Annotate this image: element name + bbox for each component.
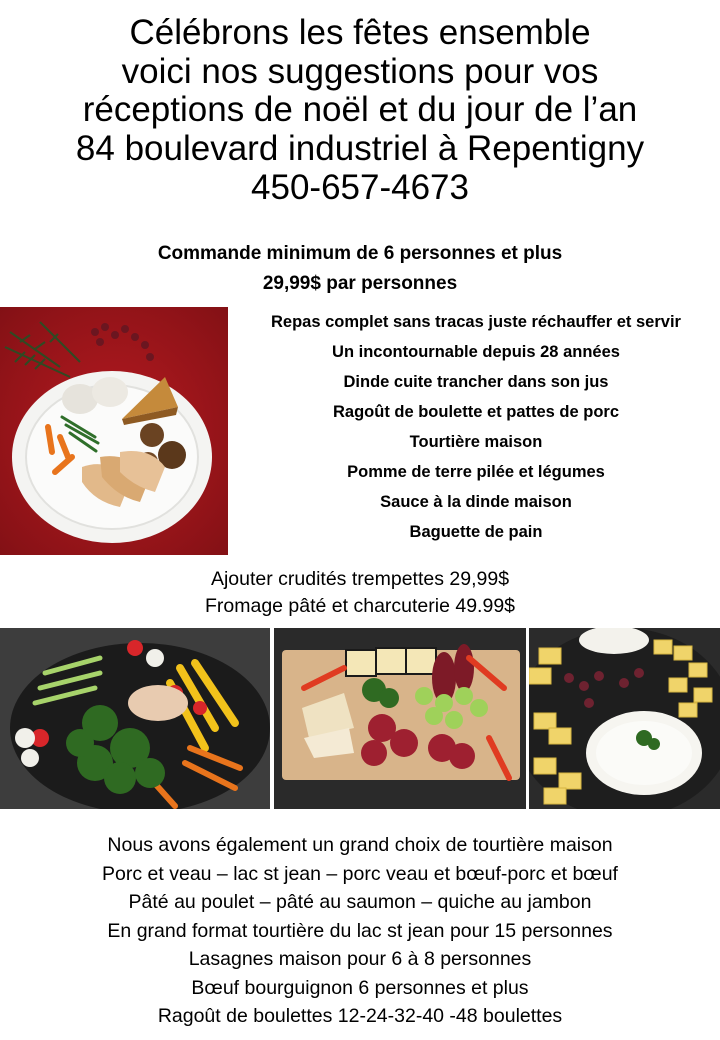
- headline-line-3: réceptions de noël et du jour de l’an: [82, 90, 638, 129]
- meal-item: Dinde cuite trancher dans son jus: [343, 373, 609, 391]
- footer-line: Porc et veau – lac st jean – porc veau et bœuf-porc et bœuf: [102, 862, 618, 885]
- footer-line: Ragoût de boulettes 12-24-32-40 -48 boulettes: [157, 1005, 563, 1027]
- headline-line-2: voici nos suggestions pour vos: [121, 51, 599, 91]
- addons-section: [0, 566, 720, 620]
- holiday-meal-photo: [0, 307, 228, 555]
- meal-item: Pomme de terre pilée et légumes: [347, 463, 605, 481]
- footer-line: Pâté au poulet – pâté au saumon – quiche au jambon: [128, 891, 592, 913]
- meal-items-list: [232, 310, 720, 550]
- meal-item: Ragoût de boulette et pattes de porc: [332, 403, 620, 421]
- addon-cheese-charcuterie: Fromage pâté et charcuterie 49.99$: [204, 595, 516, 617]
- meal-item: Sauce à la dinde maison: [380, 493, 572, 511]
- meal-item: Baguette de pain: [409, 523, 543, 541]
- cheese-platter-photo: [529, 628, 720, 809]
- footer-tourtiere-section: [0, 831, 720, 1031]
- flyer-header: [0, 14, 720, 208]
- footer-line: Bœuf bourguignon 6 personnes et plus: [191, 976, 529, 999]
- price-per-person-text: [0, 273, 720, 295]
- footer-line: Lasagnes maison pour 6 à 8 personnes: [188, 948, 532, 970]
- meal-item: Repas complet sans tracas juste réchauffer et servir: [271, 313, 681, 331]
- address-line: 84 boulevard industriel à Repentigny: [75, 128, 645, 168]
- addon-crudites: Ajouter crudités trempettes 29,99$: [210, 568, 510, 590]
- headline-line-1: Célébrons les fêtes ensemble: [129, 13, 591, 52]
- meal-item: Un incontournable depuis 28 années: [332, 343, 620, 361]
- crudites-platter-photo: [0, 628, 270, 809]
- meal-item: Tourtière maison: [409, 433, 543, 451]
- charcuterie-board-photo: [274, 628, 526, 809]
- price-per-person-value: 29,99$ par personnes: [262, 273, 458, 294]
- footer-line: Nous avons également un grand choix de tourtière maison: [107, 834, 613, 856]
- footer-line: En grand format tourtière du lac st jean pour 15 personnes: [107, 919, 613, 942]
- minimum-order-text: Commande minimum de 6 personnes et plus: [157, 243, 563, 264]
- phone-number: 450-657-4673: [251, 168, 469, 207]
